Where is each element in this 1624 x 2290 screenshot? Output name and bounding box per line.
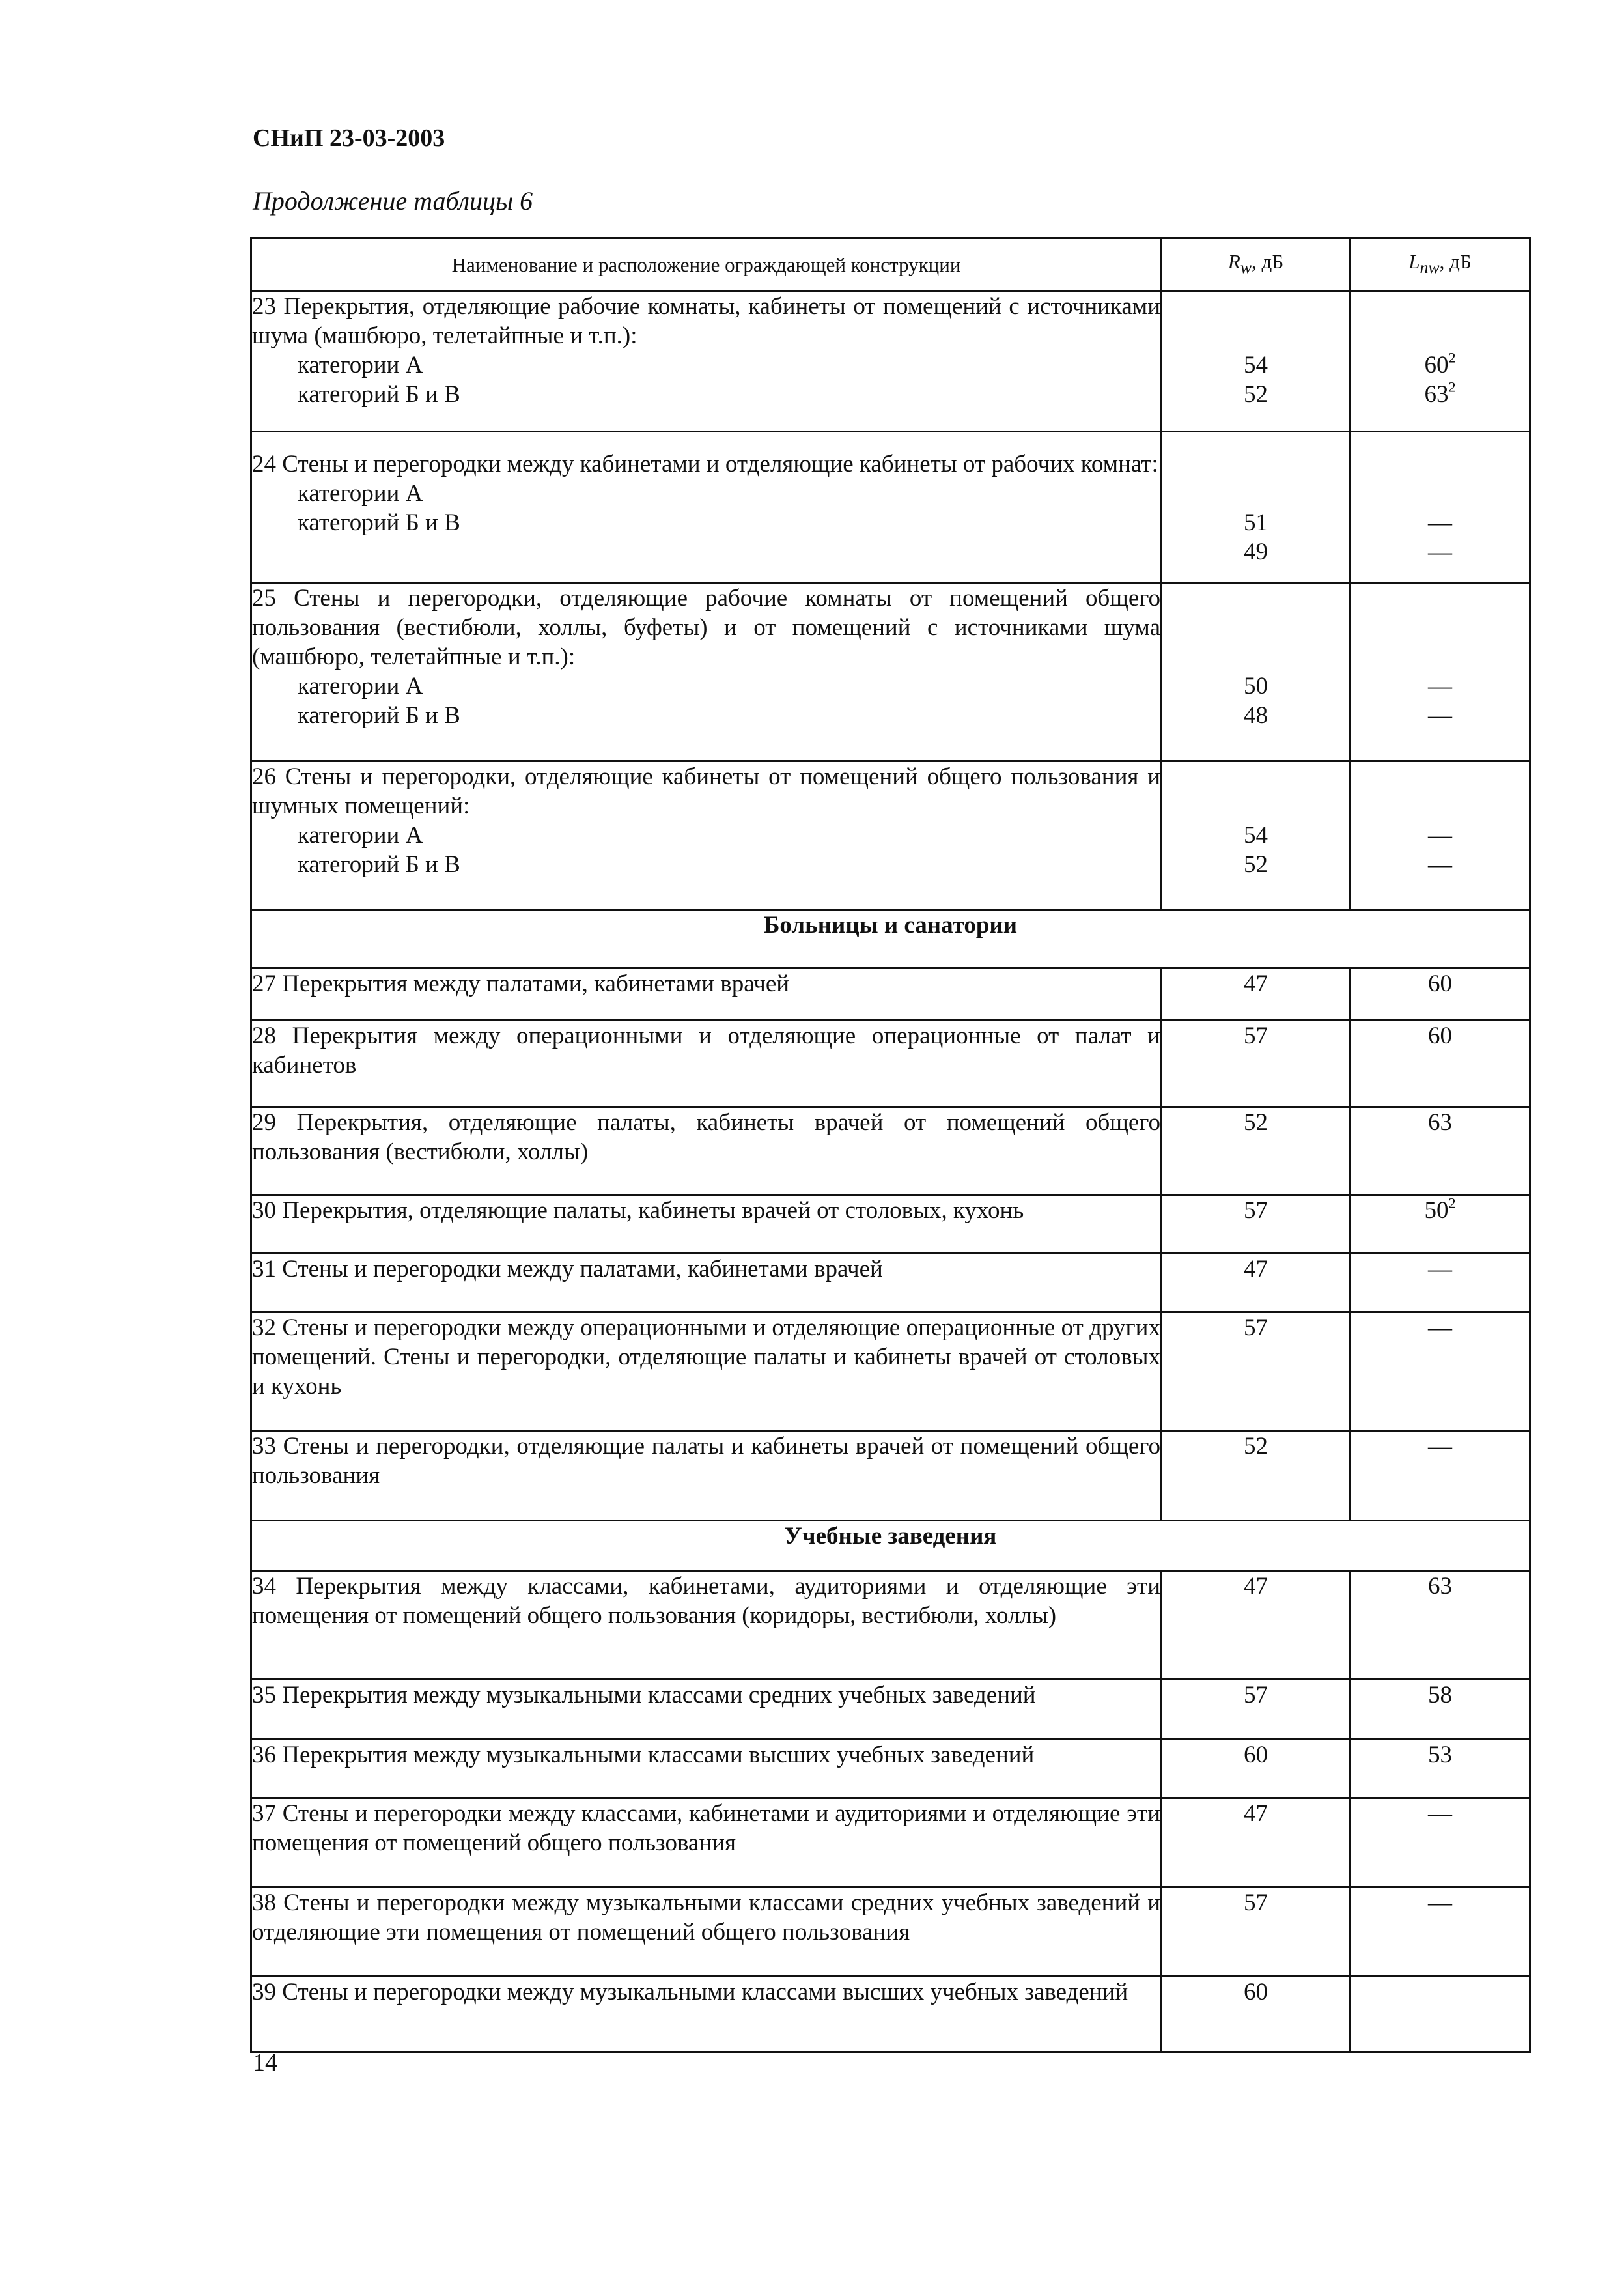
table-row bbox=[251, 1571, 1530, 1680]
rw-value-bv: 52 bbox=[1244, 851, 1268, 878]
table-row bbox=[251, 583, 1530, 761]
row-text: 28 Перекрытия между операционными и отделяющие операционные от палат и кабинетов bbox=[251, 1021, 1162, 1107]
category-a-label: категории А bbox=[298, 822, 423, 849]
lnw-symbol: L bbox=[1408, 249, 1420, 273]
row-text: 24 Стены и перегородки между кабинетами и отделяющие кабинеты от рабочих комнат: bbox=[252, 451, 1158, 477]
table-caption: Продолжение таблицы 6 bbox=[253, 186, 533, 216]
lnw-value bbox=[1351, 1977, 1530, 2052]
rw-value: 57 bbox=[1162, 1021, 1351, 1107]
row-text: 37 Стены и перегородки между классами, кабинетами и аудиториями и отделяющие эти помещения от помещений общего пользования bbox=[251, 1798, 1162, 1887]
rw-value: 60 bbox=[1162, 1740, 1351, 1798]
lnw-value: 63 bbox=[1351, 1107, 1530, 1195]
lnw-value: — bbox=[1351, 1887, 1530, 1977]
lnw-cell bbox=[1351, 1195, 1530, 1254]
rw-value-bv: 49 bbox=[1244, 539, 1268, 565]
section-schools: Учебные заведения bbox=[251, 1521, 1530, 1571]
col-header-rw bbox=[1162, 238, 1351, 291]
lnw-value: 60 bbox=[1351, 1021, 1530, 1107]
lnw-value-bv: — bbox=[1428, 851, 1452, 878]
row-text: 34 Перекрытия между классами, кабинетами, аудиториями и отделяющие эти помещения от помещений общего пользования (коридоры, вестибюли, холлы) bbox=[251, 1571, 1162, 1680]
row-text: 29 Перекрытия, отделяющие палаты, кабинеты врачей от помещений общего пользования (вестибюли, холлы) bbox=[251, 1107, 1162, 1195]
rw-value-a: 51 bbox=[1244, 509, 1268, 536]
lnw-value: — bbox=[1351, 1798, 1530, 1887]
rw-cell bbox=[1162, 583, 1351, 761]
lnw-value: 63 bbox=[1351, 1571, 1530, 1680]
row-description bbox=[251, 761, 1162, 910]
lnw-value-a: — bbox=[1428, 509, 1452, 536]
rw-cell bbox=[1162, 291, 1351, 432]
row-text: 23 Перекрытия, отделяющие рабочие комнаты, кабинеты от помещений с источниками шума (машбюро, телетайпные и т.п.): bbox=[252, 293, 1160, 349]
lnw-value-bv: 63 bbox=[1424, 381, 1449, 408]
lnw-cell bbox=[1351, 291, 1530, 432]
category-bv-label: категорий Б и В bbox=[298, 381, 460, 408]
row-text: 38 Стены и перегородки между музыкальными классами средних учебных заведений и отделяющие эти помещения от помещений общего пользования bbox=[251, 1887, 1162, 1977]
category-bv-label: категорий Б и В bbox=[298, 702, 460, 729]
rw-value: 60 bbox=[1162, 1977, 1351, 2052]
rw-value: 57 bbox=[1162, 1312, 1351, 1431]
section-hospitals: Больницы и санатории bbox=[251, 910, 1530, 968]
table-row bbox=[251, 1680, 1530, 1740]
lnw-value-a: — bbox=[1428, 822, 1452, 849]
row-text: 31 Стены и перегородки между палатами, кабинетами врачей bbox=[251, 1254, 1162, 1312]
category-bv-label: категорий Б и В bbox=[298, 851, 460, 878]
lnw-cell bbox=[1351, 761, 1530, 910]
category-a-label: категории А bbox=[298, 673, 423, 700]
table-row bbox=[251, 1195, 1530, 1254]
table-row bbox=[251, 1021, 1530, 1107]
footnote-mark: 2 bbox=[1448, 349, 1456, 366]
table-header-row bbox=[251, 238, 1530, 291]
table-row bbox=[251, 1254, 1530, 1312]
rw-value-bv: 52 bbox=[1244, 381, 1268, 408]
lnw-value: — bbox=[1351, 1312, 1530, 1431]
lnw-value-a: — bbox=[1428, 673, 1452, 700]
rw-subscript: w bbox=[1240, 258, 1252, 277]
footnote-mark: 2 bbox=[1448, 378, 1456, 395]
rw-value-a: 50 bbox=[1244, 673, 1268, 700]
row-text: 32 Стены и перегородки между операционными и отделяющие операционные от других помещений. Стены и перегородки, отделяющие палаты и кабинеты врачей от столовых и кухонь bbox=[251, 1312, 1162, 1431]
lnw-cell bbox=[1351, 432, 1530, 583]
rw-value: 47 bbox=[1162, 1798, 1351, 1887]
table-row bbox=[251, 1798, 1530, 1887]
category-bv-label: категорий Б и В bbox=[298, 509, 460, 536]
lnw-value: — bbox=[1351, 1254, 1530, 1312]
lnw-value-bv: — bbox=[1428, 702, 1452, 729]
table-row bbox=[251, 432, 1530, 583]
lnw-subscript: nw bbox=[1420, 258, 1440, 277]
row-text: 25 Стены и перегородки, отделяющие рабочие комнаты от помещений общего пользования (вестибюли, холлы, буфеты) и от помещений с источниками шума (машбюро, телетайпные и т.п.): bbox=[252, 585, 1160, 670]
row-text: 26 Стены и перегородки, отделяющие кабинеты от помещений общего пользования и шумных помещений: bbox=[252, 763, 1160, 819]
rw-cell bbox=[1162, 432, 1351, 583]
row-text: 30 Перекрытия, отделяющие палаты, кабинеты врачей от столовых, кухонь bbox=[251, 1195, 1162, 1254]
page-number: 14 bbox=[253, 2049, 277, 2076]
col-header-construction: Наименование и расположение ограждающей конструкции bbox=[251, 238, 1162, 291]
table-row bbox=[251, 1107, 1530, 1195]
row-description bbox=[251, 432, 1162, 583]
lnw-cell bbox=[1351, 583, 1530, 761]
lnw-value: 58 bbox=[1351, 1680, 1530, 1740]
rw-value: 47 bbox=[1162, 968, 1351, 1021]
row-description bbox=[251, 291, 1162, 432]
rw-value-bv: 48 bbox=[1244, 702, 1268, 729]
rw-value: 52 bbox=[1162, 1431, 1351, 1521]
rw-value: 57 bbox=[1162, 1195, 1351, 1254]
footnote-mark: 2 bbox=[1448, 1194, 1456, 1211]
lnw-value-a: 60 bbox=[1424, 352, 1449, 378]
lnw-value-bv: — bbox=[1428, 539, 1452, 565]
row-text: 39 Стены и перегородки между музыкальными классами высших учебных заведений bbox=[251, 1977, 1162, 2052]
table-row bbox=[251, 1977, 1530, 2052]
section-row bbox=[251, 910, 1530, 968]
table-row bbox=[251, 761, 1530, 910]
rw-unit: , дБ bbox=[1252, 249, 1284, 273]
table-row bbox=[251, 1431, 1530, 1521]
rw-value: 57 bbox=[1162, 1887, 1351, 1977]
row-text: 35 Перекрытия между музыкальными классами средних учебных заведений bbox=[251, 1680, 1162, 1740]
rw-cell bbox=[1162, 761, 1351, 910]
rw-value: 57 bbox=[1162, 1680, 1351, 1740]
category-a-label: категории А bbox=[298, 480, 423, 507]
row-text: 36 Перекрытия между музыкальными классами высших учебных заведений bbox=[251, 1740, 1162, 1798]
table-row bbox=[251, 1887, 1530, 1977]
lnw-value: 60 bbox=[1351, 968, 1530, 1021]
lnw-value: 50 bbox=[1424, 1197, 1449, 1224]
lnw-unit: , дБ bbox=[1439, 249, 1472, 273]
table-row bbox=[251, 968, 1530, 1021]
table-row bbox=[251, 1312, 1530, 1431]
rw-value: 47 bbox=[1162, 1571, 1351, 1680]
rw-value-a: 54 bbox=[1244, 822, 1268, 849]
row-text: 27 Перекрытия между палатами, кабинетами врачей bbox=[251, 968, 1162, 1021]
col-header-lnw bbox=[1351, 238, 1530, 291]
rw-value: 52 bbox=[1162, 1107, 1351, 1195]
category-a-label: категории А bbox=[298, 352, 423, 378]
section-row bbox=[251, 1521, 1530, 1571]
rw-value-a: 54 bbox=[1244, 352, 1268, 378]
table-row bbox=[251, 1740, 1530, 1798]
row-text: 33 Стены и перегородки, отделяющие палаты и кабинеты врачей от помещений общего пользования bbox=[251, 1431, 1162, 1521]
lnw-value: 53 bbox=[1351, 1740, 1530, 1798]
lnw-value: — bbox=[1351, 1431, 1530, 1521]
rw-value: 47 bbox=[1162, 1254, 1351, 1312]
insulation-table bbox=[250, 237, 1531, 2053]
table-row bbox=[251, 291, 1530, 432]
document-code: СНиП 23-03-2003 bbox=[253, 124, 445, 152]
rw-symbol: R bbox=[1227, 249, 1240, 273]
row-description bbox=[251, 583, 1162, 761]
